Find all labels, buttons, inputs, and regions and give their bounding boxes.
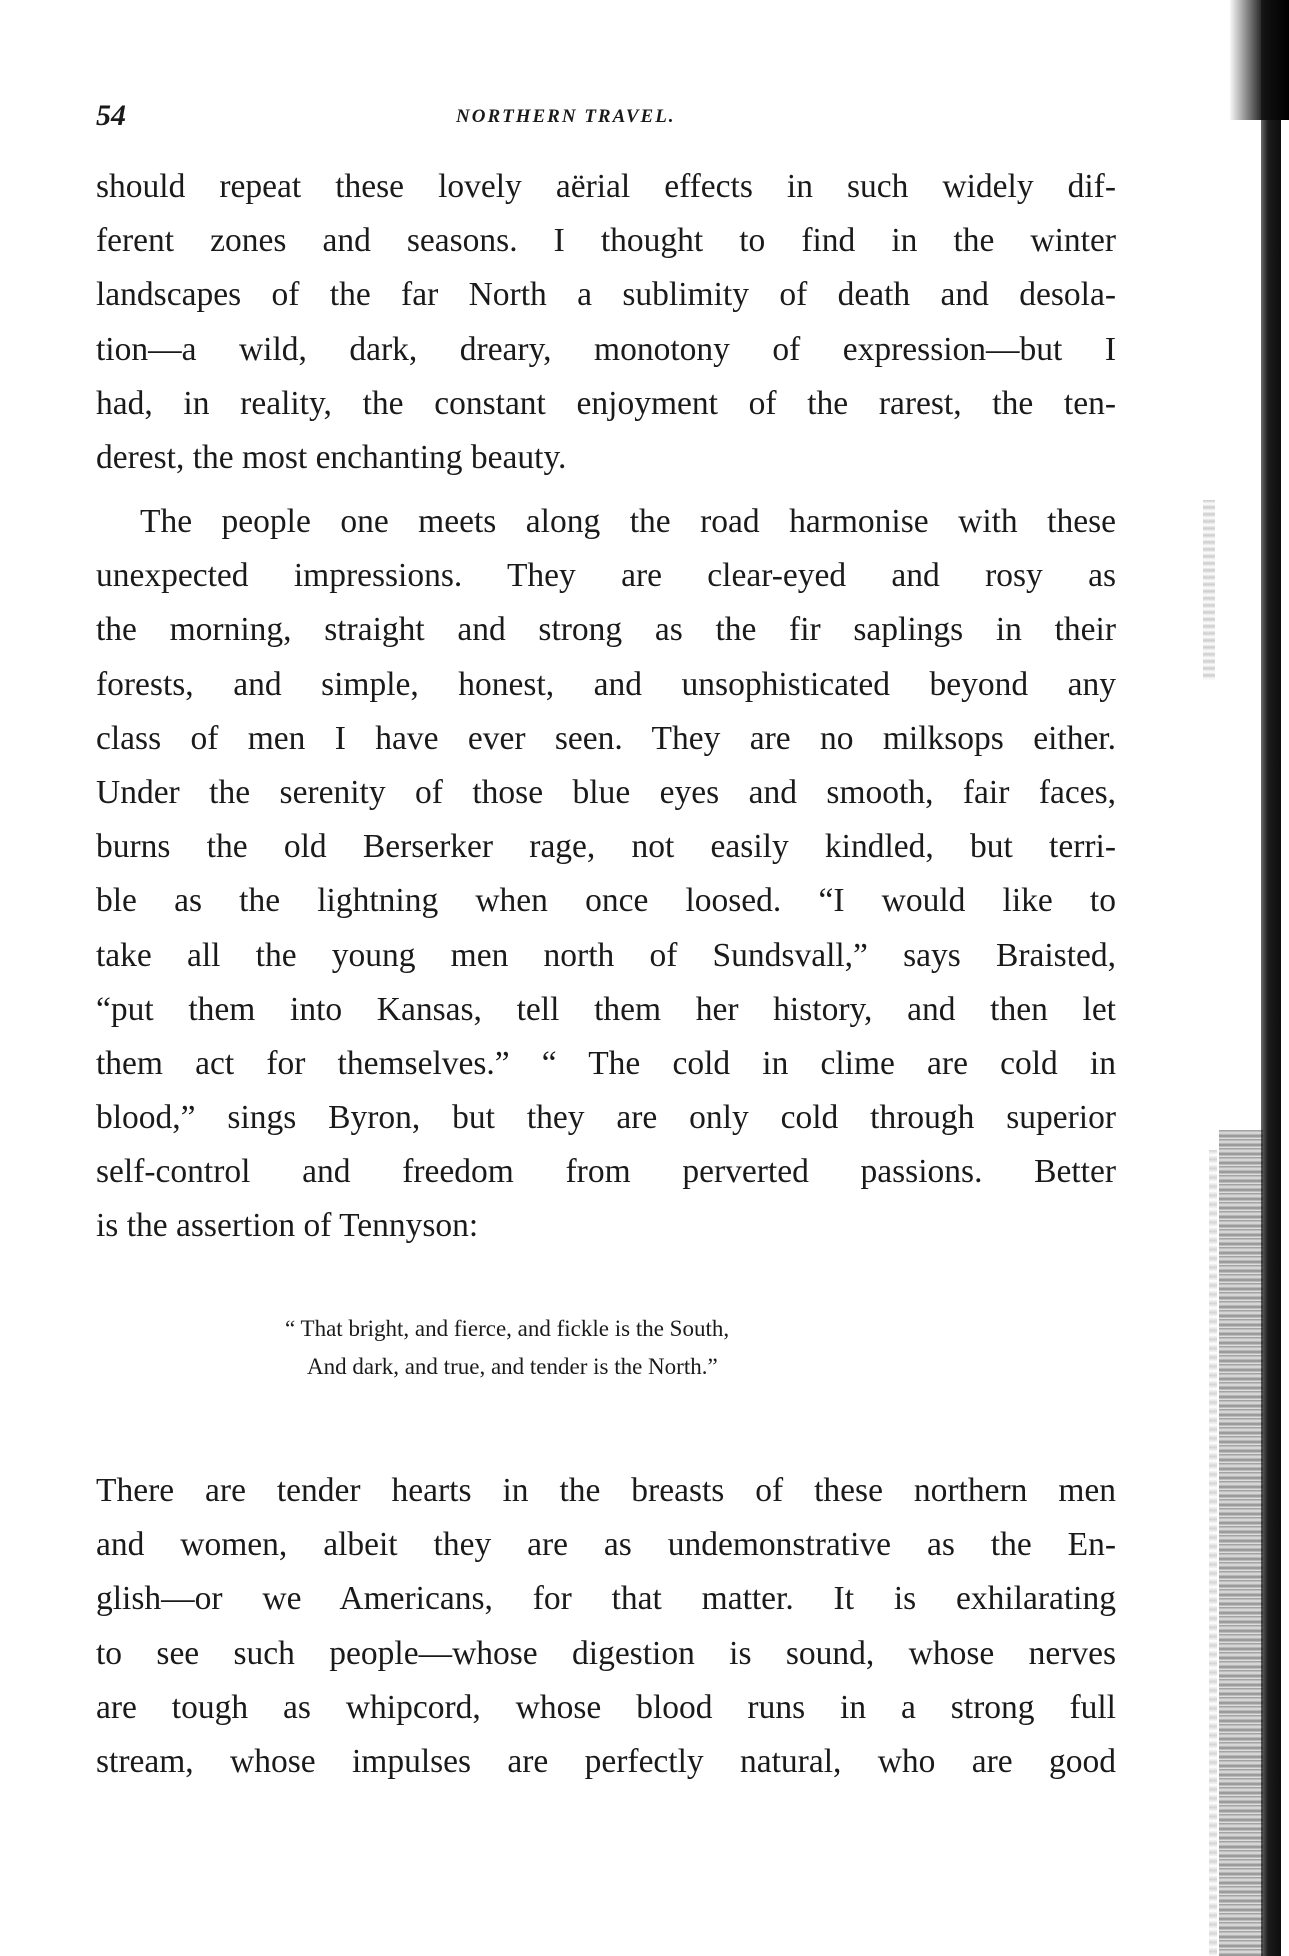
- text-line: self-control and freedom from perverted passions. Better: [96, 1153, 1116, 1191]
- text-line: to see such people—whose digestion is sound, whose nerves: [96, 1634, 1116, 1672]
- text-line: unexpected impressions. They are clear-eyed and rosy as: [96, 557, 1116, 595]
- text-line: and women, albeit they are as undemonstrative as the En-: [96, 1526, 1116, 1564]
- text-line: blood,” sings Byron, but they are only cold through superior: [96, 1099, 1116, 1137]
- text-line: landscapes of the far North a sublimity of death and desola-: [96, 276, 1116, 314]
- text-line: had, in reality, the constant enjoyment of the rarest, the ten-: [96, 384, 1116, 422]
- text-line: the morning, straight and strong as the fir saplings in their: [96, 611, 1116, 649]
- text-line: are tough as whipcord, whose blood runs in a strong full: [96, 1688, 1116, 1726]
- paragraph: [96, 160, 1116, 485]
- text-line: take all the young men north of Sundsvall,” says Braisted,: [96, 936, 1116, 974]
- text-line: “put them into Kansas, tell them her history, and then let: [96, 990, 1116, 1028]
- scan-gutter-shadow: [1199, 0, 1289, 1956]
- text-line: class of men I have ever seen. They are no milksops either.: [96, 719, 1116, 757]
- binding-edge: [1261, 0, 1281, 1956]
- text-line: ble as the lightning when once loosed. “I would like to: [96, 882, 1116, 920]
- text-line: burns the old Berserker rage, not easily kindled, but terri-: [96, 828, 1116, 866]
- paragraph: [96, 495, 1116, 1254]
- text-line: stream, whose impulses are perfectly natural, who are good: [96, 1742, 1116, 1780]
- verse-line: And dark, and true, and tender is the North.”: [307, 1354, 718, 1379]
- text-line: There are tender hearts in the breasts of these northern men: [96, 1472, 1116, 1509]
- text-line: Under the serenity of those blue eyes and smooth, fair faces,: [96, 773, 1116, 811]
- text-line: forests, and simple, honest, and unsophisticated beyond any: [96, 665, 1116, 703]
- scan-noise: [1203, 500, 1215, 680]
- scan-noise: [1209, 1150, 1217, 1956]
- verse-line: “ That bright, and fierce, and fickle is the South,: [285, 1316, 730, 1341]
- text-line: ferent zones and seasons. I thought to find in the winter: [96, 222, 1116, 260]
- text-line: them act for themselves.” “ The cold in clime are cold in: [96, 1044, 1116, 1082]
- text-line: glish—or we Americans, for that matter. It is exhilarating: [96, 1580, 1116, 1618]
- verse-quotation: [285, 1310, 985, 1386]
- text-line: The people one meets along the road harmonise with these: [140, 503, 1116, 540]
- binding-edge-top: [1229, 0, 1289, 120]
- running-head: [96, 96, 1116, 136]
- text-line: derest, the most enchanting beauty.: [96, 438, 567, 476]
- text-line: is the assertion of Tennyson:: [96, 1207, 479, 1245]
- scan-noise: [1219, 1130, 1263, 1956]
- text-line: should repeat these lovely aërial effects in such widely dif-: [96, 168, 1116, 205]
- page-number: 54: [96, 99, 126, 132]
- running-title: NORTHERN TRAVEL.: [456, 106, 676, 127]
- text-line: tion—a wild, dark, dreary, monotony of expression—but I: [96, 330, 1116, 368]
- paragraph: [96, 1464, 1116, 1789]
